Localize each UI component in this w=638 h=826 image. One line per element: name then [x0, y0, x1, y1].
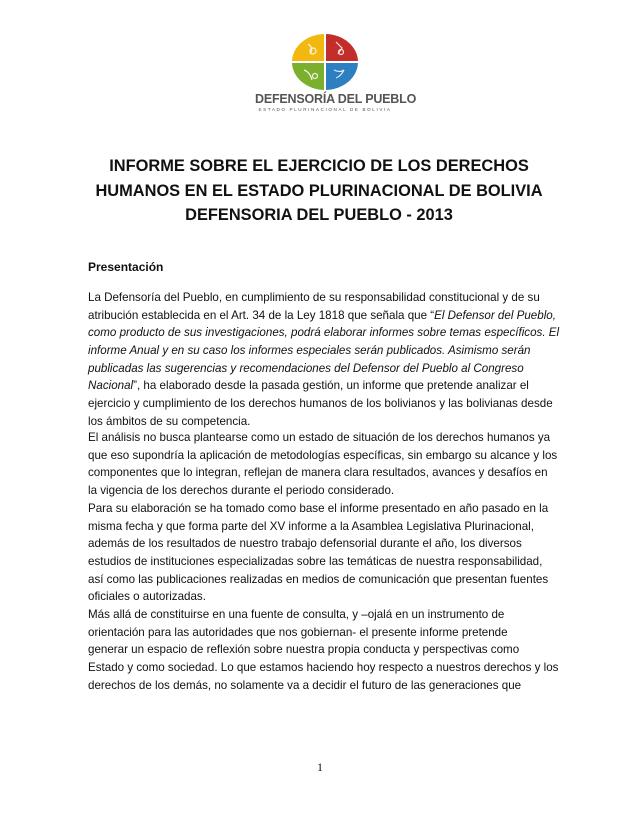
text-line — [88, 342, 558, 360]
text-span: atribución establecida en el Art. 34 de la Ley 1818 que señala que “ — [88, 308, 435, 322]
text-line: que eso supondría la aplicación de metodologías específicas, sin embargo su alcance y los — [88, 448, 558, 462]
text-line: El análisis no busca plantearse como un estado de situación de los derechos humanos ya — [88, 431, 551, 444]
paragraph-reflection — [88, 606, 558, 694]
paragraph-elaboration — [88, 500, 558, 606]
text-line: así como las publicaciones realizadas en medios de comunicación que presentan fuentes — [88, 572, 549, 586]
text-line: la vigencia de los derechos durante el periodo considerado. — [88, 484, 395, 498]
text-line — [88, 360, 558, 378]
page-number: 1 — [317, 760, 323, 774]
quote-span: Nacional — [88, 379, 134, 393]
text-line: La Defensoría del Pueblo, en cumplimiento de su responsabilidad constitucional y de su — [88, 291, 540, 304]
text-line: Para su elaboración se ha tomado como base el informe presentado en año pasado en la — [88, 502, 549, 515]
text-line: oficiales o autorizadas. — [88, 590, 206, 604]
section-heading: Presentación — [88, 260, 164, 274]
quote-span: como producto de sus investigaciones, podrá elaborar informes sobre temas específicos. El — [88, 326, 560, 340]
quote-span: publicadas las sugerencias y recomendaciones del Defensor del Pueblo al Congreso — [88, 361, 524, 375]
quote-span: El Defensor del Pueblo, — [434, 308, 556, 322]
document-title — [88, 154, 550, 228]
text-line — [88, 324, 558, 342]
logo-emblem-icon — [286, 34, 364, 90]
text-line — [88, 377, 558, 395]
paragraph-presentation — [88, 289, 558, 431]
text-line: los ámbitos de su competencia. — [88, 414, 251, 428]
text-line: Estado y como sociedad. Lo que estamos haciendo hoy respecto a nuestros derechos y los — [88, 661, 559, 675]
text-line — [88, 307, 558, 325]
paragraph-analysis — [88, 429, 558, 500]
text-line: componentes que lo integran, reflejan de manera clara resultados, avances y desafíos en — [88, 466, 548, 480]
text-line: además de los resultados de nuestro trabajo defensorial durante el año, los diversos — [88, 537, 522, 551]
defensoria-logo — [255, 30, 417, 130]
text-line: ejercicio y cumplimiento de los derechos humanos de los bolivianos y las bolivianas desde — [88, 397, 553, 411]
logo-title: DEFENSORÍA DEL PUEBLO — [255, 92, 417, 106]
text-line: misma fecha y que forma parte del XV informe a la Asamblea Legislativa Plurinacional, — [88, 519, 534, 533]
logo-subtitle: ESTADO PLURINACIONAL DE BOLIVIA — [258, 107, 392, 112]
quote-span: informe Anual y en su caso los informes especiales serán publicados. Asimismo serán — [88, 344, 531, 358]
text-span: ”, ha elaborado desde la pasada gestión, un informe que pretende analizar el — [133, 379, 529, 393]
title-line: DEFENSORIA DEL PUEBLO - 2013 — [185, 206, 453, 224]
text-line: Más allá de constituirse en una fuente de consulta, y –ojalá en un instrumento de — [88, 608, 505, 621]
text-line: orientación para las autoridades que nos gobiernan- el presente informe pretende — [88, 625, 508, 639]
text-line: generar un espacio de reflexión sobre nuestra propia conducta y perspectivas como — [88, 643, 520, 657]
title-line: HUMANOS EN EL ESTADO PLURINACIONAL DE BOLIVIA — [95, 181, 543, 200]
text-line: estudios de instituciones especializadas sobre las temáticas de nuestra responsabilidad, — [88, 555, 543, 569]
title-line: INFORME SOBRE EL EJERCICIO DE LOS DERECHOS — [109, 157, 529, 175]
text-line: derechos de los demás, no solamente va a decidir el futuro de las generaciones que — [88, 678, 522, 692]
